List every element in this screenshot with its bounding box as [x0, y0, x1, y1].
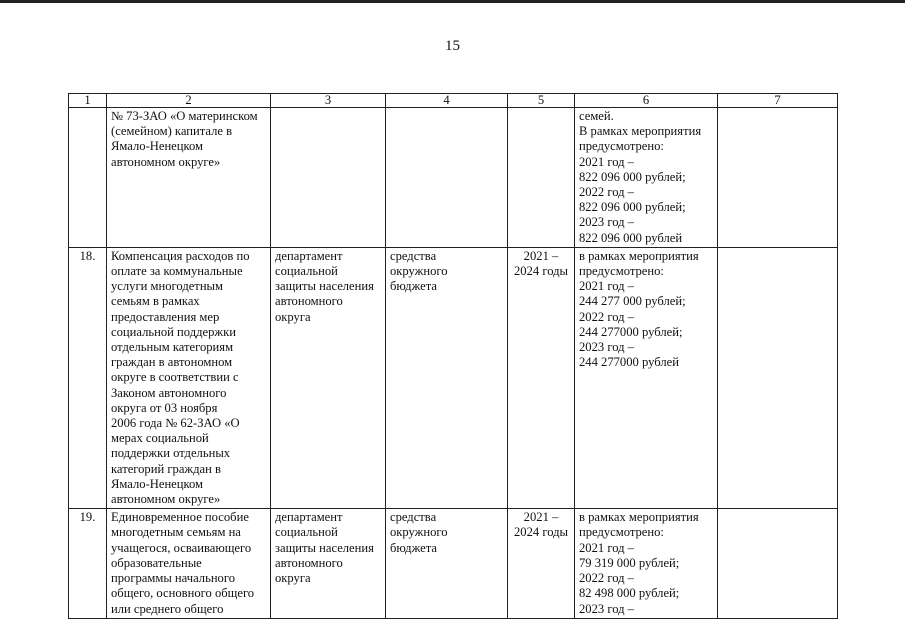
period: 2021 – 2024 годы	[508, 247, 575, 508]
measure-name: Единовременное пособие многодетным семьям на учащегося, осваивающего образовательные программы начального общего, основного общего или среднего общего	[107, 509, 271, 618]
col-header-4: 4	[386, 94, 508, 108]
col-header-2: 2	[107, 94, 271, 108]
col-header-6: 6	[575, 94, 718, 108]
funding-source: средства окружного бюджета	[386, 509, 508, 618]
row-number	[69, 108, 107, 248]
executor: департамент социальной защиты населения автономного округа	[271, 509, 386, 618]
row-number: 19.	[69, 509, 107, 618]
period: 2021 – 2024 годы	[508, 509, 575, 618]
executor	[271, 108, 386, 248]
funding-source	[386, 108, 508, 248]
col-header-3: 3	[271, 94, 386, 108]
measure-name: Компенсация расходов по оплате за коммунальные услуги многодетным семьям в рамках предоставления мер социальной поддержки отдельным категориям граждан в автономном округе в соответствии с Законом автономного округа от 03 ноября 2006 года № 62-ЗАО «О мерах социальной поддержки отдельных категорий граждан в Ямало-Ненецком автономном округе»	[107, 247, 271, 508]
note	[718, 247, 838, 508]
expected-result: в рамках мероприятия предусмотрено: 2021 год – 244 277 000 рублей; 2022 год – 244 277000 рублей; 2023 год – 244 277000 рублей	[575, 247, 718, 508]
note	[718, 509, 838, 618]
col-header-7: 7	[718, 94, 838, 108]
expected-result: в рамках мероприятия предусмотрено: 2021 год – 79 319 000 рублей; 2022 год – 82 498 000 рублей; 2023 год –	[575, 509, 718, 618]
table-row	[69, 108, 838, 248]
row-number: 18.	[69, 247, 107, 508]
page-number: 15	[445, 38, 460, 54]
col-header-5: 5	[508, 94, 575, 108]
expected-result: семей. В рамках мероприятия предусмотрено: 2021 год – 822 096 000 рублей; 2022 год – 822 096 000 рублей; 2023 год – 822 096 000 рублей	[575, 108, 718, 248]
table-row	[69, 509, 838, 618]
note	[718, 108, 838, 248]
col-header-1: 1	[69, 94, 107, 108]
period	[508, 108, 575, 248]
table-row	[69, 247, 838, 508]
measure-name: № 73-ЗАО «О материнском (семейном) капитале в Ямало-Ненецком автономном округе»	[107, 108, 271, 248]
top-border-line	[0, 0, 905, 3]
header-row	[69, 94, 838, 108]
measures-table	[68, 93, 838, 619]
funding-source: средства окружного бюджета	[386, 247, 508, 508]
executor: департамент социальной защиты населения автономного округа	[271, 247, 386, 508]
